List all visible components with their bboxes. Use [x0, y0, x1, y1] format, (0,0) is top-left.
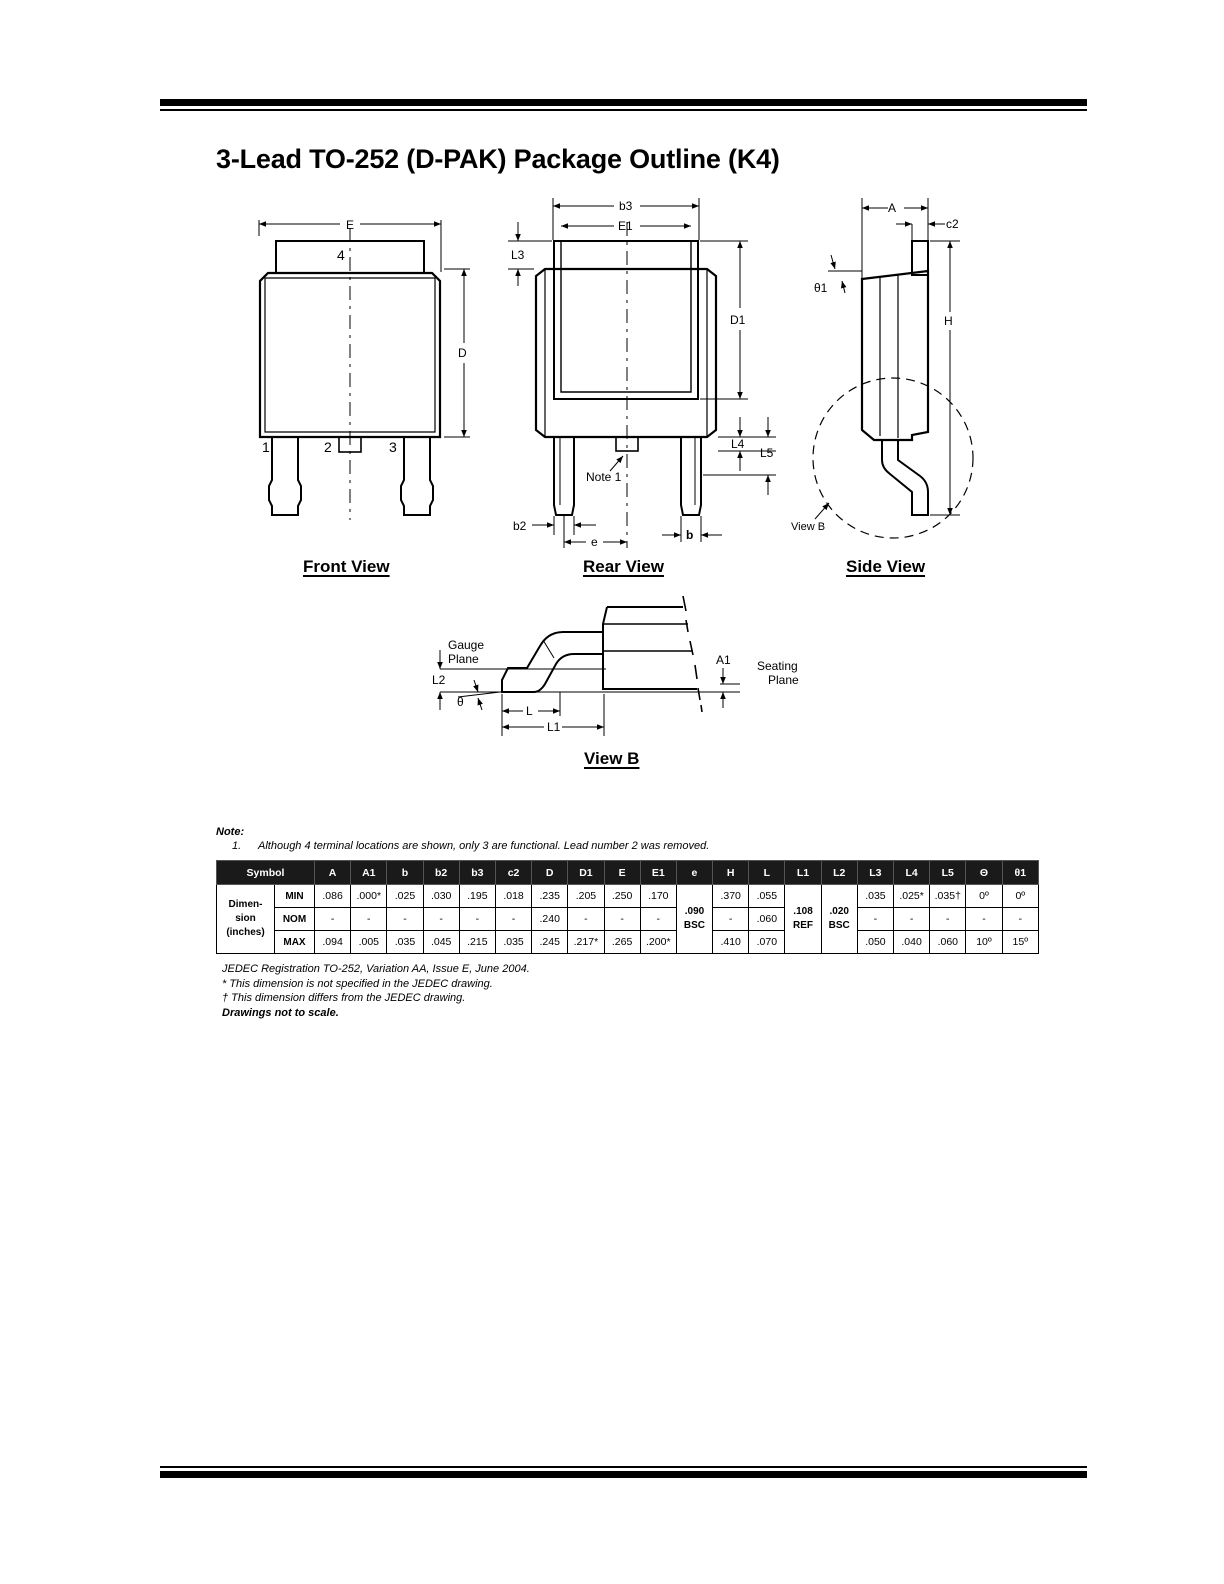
cell: - — [857, 908, 893, 931]
symbol-header: Symbol — [217, 861, 315, 885]
label-L4: L4 — [731, 437, 745, 451]
cell: - — [459, 908, 495, 931]
col-header: c2 — [495, 861, 531, 885]
side-view-drawing — [813, 198, 973, 538]
col-header: L2 — [821, 861, 857, 885]
cell: - — [966, 908, 1002, 931]
table-row-nom — [217, 908, 1039, 931]
note-text: Although 4 terminal locations are shown, only 3 are functional. Lead number 2 was removed. — [258, 840, 710, 852]
col-header: H — [713, 861, 749, 885]
label-b2: b2 — [513, 519, 527, 533]
label-pin2: 2 — [324, 439, 332, 455]
cell: .370 — [713, 885, 749, 908]
cell: .235 — [532, 885, 568, 908]
cell: - — [894, 908, 930, 931]
cell: 15º — [1002, 931, 1038, 954]
col-header: b2 — [423, 861, 459, 885]
cell-L2: .020 BSC — [821, 885, 857, 954]
cell: .240 — [532, 908, 568, 931]
cell: .170 — [640, 885, 676, 908]
label-b3: b3 — [619, 199, 633, 213]
table-row-max — [217, 931, 1039, 954]
label-H: H — [944, 314, 953, 328]
front-view-drawing — [259, 220, 470, 520]
cell: .070 — [749, 931, 785, 954]
view-b-title: View B — [584, 749, 640, 768]
footer-rule-thick — [160, 1471, 1087, 1478]
col-header: L1 — [785, 861, 821, 885]
cell: .205 — [568, 885, 604, 908]
footnote-scale: Drawings not to scale. — [222, 1006, 339, 1019]
cell: .410 — [713, 931, 749, 954]
front-view-title: Front View — [303, 557, 390, 576]
cell: .040 — [894, 931, 930, 954]
col-header: L3 — [857, 861, 893, 885]
cell: .265 — [604, 931, 640, 954]
table-row-min — [217, 885, 1039, 908]
cell: .025 — [387, 885, 423, 908]
col-header: L5 — [930, 861, 966, 885]
label-pin3: 3 — [389, 439, 397, 455]
note-item — [232, 840, 709, 852]
cell: - — [315, 908, 351, 931]
col-header: e — [676, 861, 712, 885]
cell: .035 — [495, 931, 531, 954]
label-e: e — [591, 535, 598, 549]
label-A: A — [888, 201, 897, 215]
label-A1: A1 — [716, 653, 731, 667]
cell: .195 — [459, 885, 495, 908]
note-number: 1. — [232, 840, 242, 852]
col-header: A1 — [351, 861, 387, 885]
cell: 0º — [966, 885, 1002, 908]
label-seating-plane: Plane — [768, 673, 799, 687]
col-header: E1 — [640, 861, 676, 885]
label-L: L — [526, 704, 533, 718]
cell: .025* — [894, 885, 930, 908]
label-gauge-plane: Plane — [448, 652, 479, 666]
cell: - — [604, 908, 640, 931]
row-label-nom: NOM — [275, 908, 315, 931]
footnote-star: * This dimension is not specified in the JEDEC drawing. — [222, 977, 493, 990]
label-seating: Seating — [757, 659, 798, 673]
cell: .217* — [568, 931, 604, 954]
label-L3: L3 — [511, 248, 525, 262]
page-title: 3-Lead TO-252 (D-PAK) Package Outline (K4) — [216, 144, 780, 174]
row-label-max: MAX — [275, 931, 315, 954]
label-D: D — [458, 346, 467, 360]
note-heading: Note: — [216, 826, 245, 838]
row-label-min: MIN — [275, 885, 315, 908]
cell: - — [1002, 908, 1038, 931]
rear-view-title: Rear View — [583, 557, 664, 576]
cell: - — [640, 908, 676, 931]
label-view-b-callout: View B — [791, 521, 826, 533]
col-header: b3 — [459, 861, 495, 885]
cell: - — [351, 908, 387, 931]
label-D1: D1 — [730, 313, 746, 327]
col-header: L — [749, 861, 785, 885]
cell: 10º — [966, 931, 1002, 954]
col-header: D1 — [568, 861, 604, 885]
footnote-jedec: JEDEC Registration TO-252, Variation AA, Issue E, June 2004. — [222, 963, 530, 975]
side-view-title: Side View — [846, 557, 926, 576]
cell: .060 — [930, 931, 966, 954]
label-theta: θ — [457, 695, 464, 709]
label-L2: L2 — [432, 673, 446, 687]
footnotes — [222, 962, 530, 1020]
cell: .045 — [423, 931, 459, 954]
col-header: b — [387, 861, 423, 885]
cell: .094 — [315, 931, 351, 954]
cell: .245 — [532, 931, 568, 954]
dimension-table — [216, 860, 1039, 954]
col-header: Θ — [966, 861, 1002, 885]
footnote-dagger: † This dimension differs from the JEDEC drawing. — [222, 992, 466, 1004]
cell: .018 — [495, 885, 531, 908]
label-L5: L5 — [760, 446, 774, 460]
cell: .005 — [351, 931, 387, 954]
cell: .050 — [857, 931, 893, 954]
cell: .250 — [604, 885, 640, 908]
col-header: L4 — [894, 861, 930, 885]
cell: - — [495, 908, 531, 931]
view-b-drawing — [440, 596, 740, 736]
footer-rule-thin — [160, 1466, 1087, 1468]
col-header: A — [315, 861, 351, 885]
cell: .200* — [640, 931, 676, 954]
cell: - — [423, 908, 459, 931]
label-L1: L1 — [547, 720, 561, 734]
cell: .030 — [423, 885, 459, 908]
cell: .035 — [857, 885, 893, 908]
table-header-row — [217, 861, 1039, 885]
cell: - — [568, 908, 604, 931]
label-tab-number: 4 — [337, 247, 345, 263]
note-block — [216, 826, 709, 852]
cell: .035† — [930, 885, 966, 908]
label-E1: E1 — [618, 219, 633, 233]
col-header: D — [532, 861, 568, 885]
cell: .055 — [749, 885, 785, 908]
dimension-label: Dimen- sion (inches) — [217, 885, 275, 954]
cell: .060 — [749, 908, 785, 931]
cell: .215 — [459, 931, 495, 954]
col-header: E — [604, 861, 640, 885]
cell: - — [387, 908, 423, 931]
cell: .035 — [387, 931, 423, 954]
label-theta1: θ1 — [814, 281, 828, 295]
col-header: θ1 — [1002, 861, 1038, 885]
cell: - — [930, 908, 966, 931]
cell: .000* — [351, 885, 387, 908]
cell-e: .090 BSC — [676, 885, 712, 954]
label-b: b — [686, 528, 694, 542]
label-pin1: 1 — [262, 439, 270, 455]
cell: .086 — [315, 885, 351, 908]
cell-L1: .108 REF — [785, 885, 821, 954]
label-E: E — [346, 218, 355, 232]
label-c2: c2 — [946, 217, 959, 231]
label-note1: Note 1 — [586, 470, 622, 484]
rear-view-drawing — [508, 198, 776, 548]
label-gauge: Gauge — [448, 638, 485, 652]
cell: 0º — [1002, 885, 1038, 908]
cell: - — [713, 908, 749, 931]
